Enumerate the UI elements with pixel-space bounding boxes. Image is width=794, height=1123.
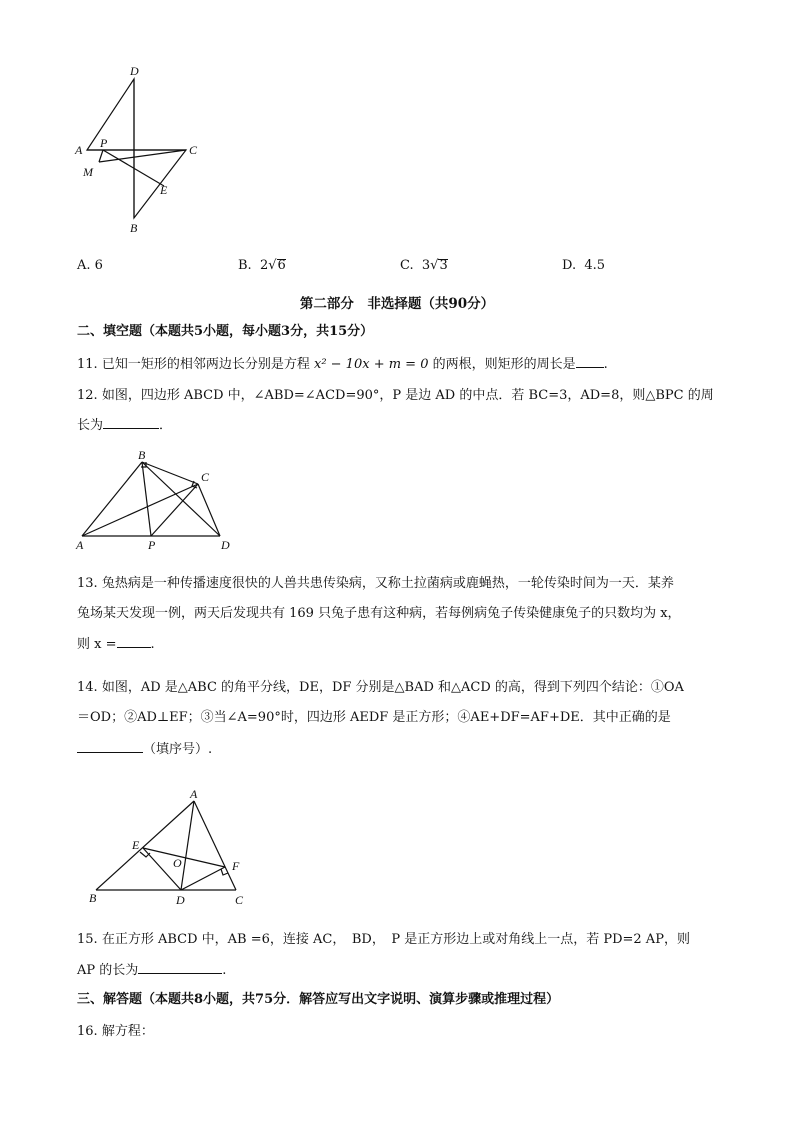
question-14-line1: 14. 如图，AD 是△ABC 的角平分线，DE，DF 分别是△BAD 和△ACD 的高，得到下列四个结论：①OA <box>77 680 684 695</box>
part2-title: 第二部分 非选择题（共90分） <box>299 296 495 312</box>
label-o: O <box>173 856 182 870</box>
label-a: A <box>75 143 83 157</box>
option-b: B. 2√6 <box>238 258 286 273</box>
figure-q14 <box>84 784 254 908</box>
section2-heading: 二、填空题（本题共5小题，每小题3分，共15分） <box>77 324 374 339</box>
answer-blank-q13 <box>117 634 151 648</box>
figure-q12 <box>72 448 242 556</box>
question-14-line3: （填序号）. <box>77 739 717 760</box>
question-13-line2: 兔场某天发现一例，两天后发现共有 169 只兔子患有这种病，若每例病兔子传染健康兔子的只数均为 x， <box>77 606 681 621</box>
label-b: B <box>138 448 146 462</box>
option-c: C. 3√3 <box>400 258 448 273</box>
label-b: B <box>130 221 138 235</box>
question-12-line1: 12. 如图，四边形 ABCD 中，∠ABD=∠ACD=90°，P 是边 AD 的中点．若 BC=3，AD=8，则△BPC 的周 <box>77 388 714 403</box>
figure-q10-rhombus <box>72 62 212 240</box>
label-f: F <box>232 859 240 873</box>
label-c: C <box>235 893 244 907</box>
answer-blank-q11 <box>576 354 604 368</box>
question-11: 11. 已知一矩形的相邻两边长分别是方程 x² − 10x + m = 0 的两根，则矩形的周长是 . <box>77 354 717 375</box>
question-13-line3: 则 x = . <box>77 634 717 655</box>
answer-blank-q15 <box>138 960 222 974</box>
option-a: A. 6 <box>77 258 103 273</box>
label-e: E <box>160 183 168 197</box>
question-15-line2: AP 的长为 . <box>77 960 717 981</box>
question-12-line2: 长为 ． <box>77 415 717 436</box>
label-d: D <box>130 64 139 78</box>
label-b: B <box>89 891 97 905</box>
label-a: A <box>76 538 84 552</box>
answer-blank-q12 <box>103 415 159 429</box>
label-d: D <box>221 538 230 552</box>
label-a: A <box>190 787 198 801</box>
question-15-line1: 15. 在正方形 ABCD 中，AB =6，连接 AC， BD， P 是正方形边上或对角线上一点，若 PD=2 AP，则 <box>77 932 690 947</box>
label-c: C <box>201 470 210 484</box>
label-c: C <box>189 143 198 157</box>
label-p: P <box>100 136 108 150</box>
section3-heading: 三、解答题（本题共8小题，共75分．解答应写出文字说明、演算步骤或推理过程） <box>77 992 560 1007</box>
option-d: D. 4.5 <box>562 258 606 273</box>
label-e: E <box>132 838 140 852</box>
segment-mp <box>99 150 103 162</box>
question-14-line2: ＝OD；②AD⊥EF；③当∠A=90°时，四边形 AEDF 是正方形；④AE+DF=AF+DE．其中正确的是 <box>77 710 671 725</box>
label-d: D <box>176 893 185 907</box>
label-p: P <box>148 538 156 552</box>
question-13-line1: 13. 兔热病是一种传播速度很快的人兽共患传染病，又称土拉菌病或鹿蝇热，一轮传染时间为一天．某养 <box>77 576 674 591</box>
label-m: M <box>83 165 93 179</box>
question-16: 16. 解方程： <box>77 1024 154 1039</box>
answer-blank-q14 <box>77 739 143 753</box>
